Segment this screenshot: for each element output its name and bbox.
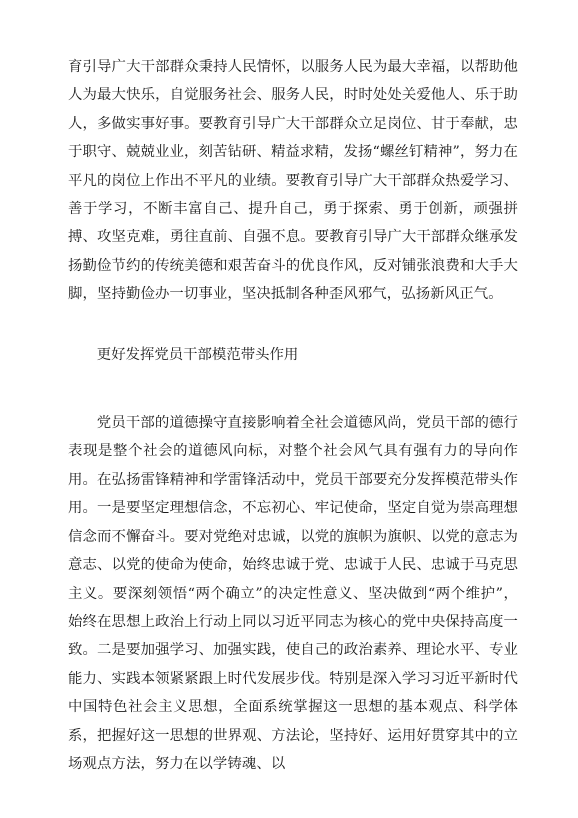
body-paragraph-continued: 育引导广大干部群众秉持人民情怀，以服务人民为最大幸福，以帮助他人为最大快乐，自觉服务社会、服务人民，时时处处关爱他人、乐于助人，多做实事好事。要教育引导广大干部群众立足岗位、甘于奉献，忠于职守、兢兢业业，刻苦钻研、精益求精，发扬“螺丝钉精神”，努力在平凡的岗位上作出不平凡的业绩。要教育引导广大干部群众热爱学习、善于学习，不断丰富自己、提升自己，勇于探索、勇于创新，顽强拼搏、攻坚克难，勇往直前、自强不息。要教育引导广大干部群众继承发扬勤俭节约的传统美德和艰苦奋斗的优良作风，反对铺张浪费和大手大脚，坚持勤俭办一切事业，坚决抵制各种歪风邪气，弘扬新风正气。 (68, 59, 518, 303)
paragraph-spacer (68, 309, 518, 341)
section-heading: 更好发挥党员干部模范带头作用 (96, 346, 299, 363)
document-page (68, 53, 518, 778)
body-paragraph: 党员干部的道德操守直接影响着全社会道德风尚，党员干部的德行表现是整个社会的道德风向标，对整个社会风气具有强有力的导向作用。在弘扬雷锋精神和学雷锋活动中，党员干部要充分发挥模范带头作用。一是要坚定理想信念，不忘初心、牢记使命，坚定自觉为崇高理想信念而不懈奋斗。要对党绝对忠诚，以党的旗帜为旗帜、以党的意志为意志、以党的使命为使命，始终忠诚于党、忠诚于人民、忠诚于马克思主义。要深刻领悟“两个确立”的决定性意义、坚决做到“两个维护”，始终在思想上政治上行动上同以习近平同志为核心的党中央保持高度一致。二是要加强学习、加强实践，使自己的政治素养、理论水平、专业能力、实践本领紧紧跟上时代发展步伐。特别是深入学习习近平新时代中国特色社会主义思想，全面系统掌握这一思想的基本观点、科学体系，把握好这一思想的世界观、方法论，坚持好、运用好贯穿其中的立场观点方法，努力在以学铸魂、以 (68, 415, 518, 772)
heading-spacer (68, 369, 518, 409)
